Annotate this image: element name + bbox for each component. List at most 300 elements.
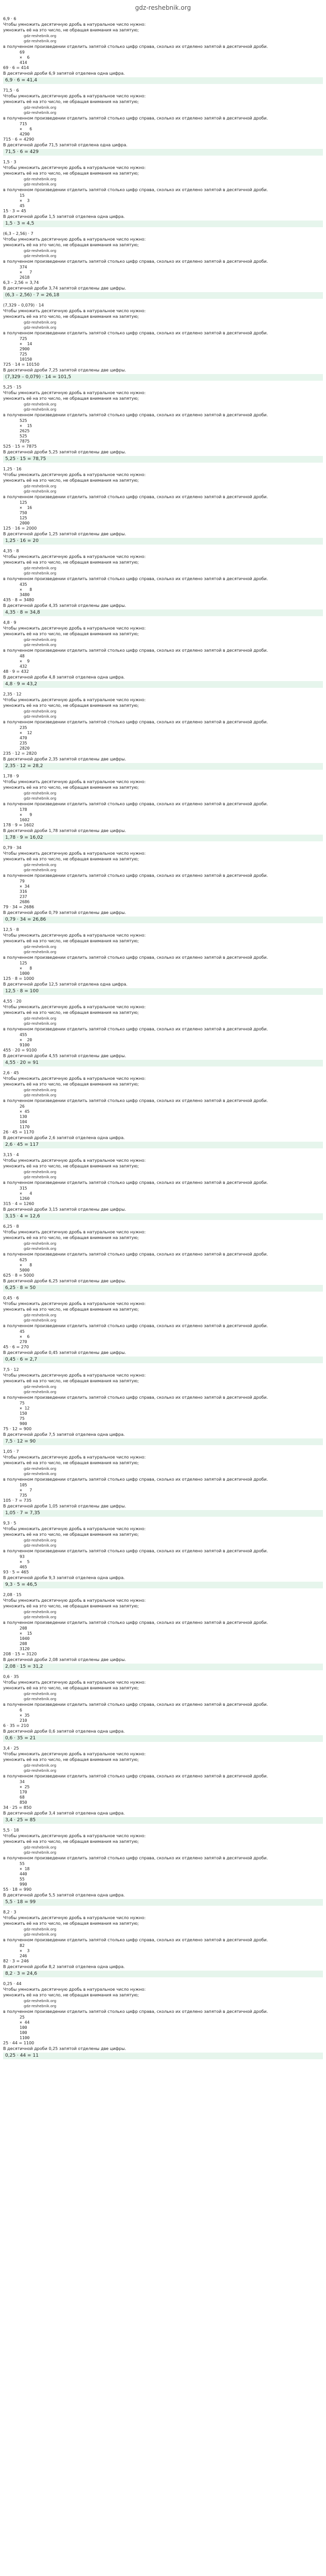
decimal-note: В десятичной дроби 2,6 запятой отделена одна цифра. bbox=[3, 1136, 125, 1140]
answer-line: 6,25 · 8 = 50 bbox=[3, 1285, 323, 1292]
decimal-note: В десятичной дроби 8,2 запятой отделена одна цифра. bbox=[3, 1964, 125, 1969]
intermediate-result: 105 · 7 = 735 bbox=[3, 1498, 32, 1503]
column-calc-line: 208 bbox=[20, 1641, 27, 1646]
rule-step-1: умножить её на это число, не обращая внимания на запятую; bbox=[3, 1379, 139, 1383]
watermark-row bbox=[3, 637, 323, 648]
column-calc-line: 25 bbox=[20, 2015, 25, 2020]
rule-step-1: умножить её на это число, не обращая внимания на запятую; bbox=[3, 1839, 139, 1844]
intermediate-result: 235 · 12 = 2820 bbox=[3, 751, 37, 756]
exercise-expression: 7,5 · 12 bbox=[3, 1367, 19, 1372]
column-calc-line: × 5 bbox=[20, 1560, 30, 1564]
watermark-text: gdz-reshebnik.org bbox=[24, 249, 57, 253]
intermediate-result: 315 · 4 = 1260 bbox=[3, 1201, 35, 1206]
solution-section bbox=[3, 1592, 323, 1670]
intermediate-result: 125 · 16 = 2000 bbox=[3, 526, 37, 531]
watermark-row bbox=[3, 1016, 323, 1026]
exercise-expression: 6,25 · 8 bbox=[3, 1224, 19, 1229]
column-calc-line: 525 bbox=[20, 418, 27, 423]
column-calc-line: 34 bbox=[20, 1780, 25, 1784]
rule-title: Чтобы умножить десятичную дробь в натуральное число нужно: bbox=[3, 1752, 146, 1756]
rule-step-2: в полученном произведении отделить запятой столько цифр справа, сколько их отделено запятой в десятичной дроби. bbox=[3, 873, 268, 878]
watermark-text: gdz-reshebnik.org bbox=[24, 791, 57, 795]
intermediate-result: 625 · 8 = 5000 bbox=[3, 1273, 35, 1278]
column-calc-line: × 35 bbox=[20, 1713, 30, 1718]
column-calc-line: 1100 bbox=[20, 2036, 30, 2040]
column-calc-line: 235 bbox=[20, 741, 27, 745]
watermark-row bbox=[3, 566, 323, 576]
answer-line: 1,05 · 7 = 7,35 bbox=[3, 1510, 323, 1517]
solution-section bbox=[3, 1224, 323, 1292]
solution-section bbox=[3, 1521, 323, 1588]
answer-line: 0,79 · 34 = 26,86 bbox=[3, 917, 323, 923]
watermark-text: gdz-reshebnik.org bbox=[24, 1472, 57, 1476]
column-calc-line: 125 bbox=[20, 500, 27, 505]
watermark-text: gdz-reshebnik.org bbox=[24, 484, 57, 488]
answer-line: 0,25 · 44 = 11 bbox=[3, 2053, 323, 2059]
rule-step-2: в полученном произведении отделить запятой столько цифр справа, сколько их отделено запятой в десятичной дроби. bbox=[3, 1856, 268, 1860]
answer-line: 71,5 · 6 = 429 bbox=[3, 149, 323, 156]
rule-step-1: умножить её на это число, не обращая внимания на запятую; bbox=[3, 1164, 139, 1168]
answer-line: 0,6 · 35 = 21 bbox=[3, 1735, 323, 1742]
column-calc-line: 69 bbox=[20, 50, 25, 55]
rule-step-1: умножить её на это число, не обращая внимания на запятую; bbox=[3, 478, 139, 483]
watermark-text: gdz-reshebnik.org bbox=[24, 950, 57, 954]
column-calc-line: 2820 bbox=[20, 746, 30, 751]
column-calc-line: × 15 bbox=[20, 423, 32, 428]
rule-title: Чтобы умножить десятичную дробь в натуральное число нужно: bbox=[3, 1373, 146, 1378]
column-calc-line: 2625 bbox=[20, 429, 30, 433]
watermark-text: gdz-reshebnik.org bbox=[24, 566, 57, 570]
rule-step-1: умножить её на это число, не обращая внимания на запятую; bbox=[3, 857, 139, 861]
exercise-expression: 5,5 · 18 bbox=[3, 1828, 19, 1833]
column-calc-line: 55 bbox=[20, 1877, 25, 1882]
watermark-text: gdz-reshebnik.org bbox=[24, 1313, 57, 1317]
decimal-note: В десятичной дроби 3,4 запятой отделена одна цифра. bbox=[3, 1811, 125, 1816]
intermediate-result: 55 · 18 = 990 bbox=[3, 1887, 32, 1892]
decimal-note: В десятичной дроби 4,35 запятой отделены две цифры. bbox=[3, 603, 126, 608]
watermark-text: gdz-reshebnik.org bbox=[24, 1093, 57, 1097]
exercise-expression: 1,78 · 9 bbox=[3, 774, 19, 778]
rule-title: Чтобы умножить десятичную дробь в натуральное число нужно: bbox=[3, 933, 146, 938]
rule-title: Чтобы умножить десятичную дробь в натуральное число нужно: bbox=[3, 1076, 146, 1081]
rule-step-1: умножить её на это число, не обращая внимания на запятую; bbox=[3, 314, 139, 319]
watermark-text: gdz-reshebnik.org bbox=[24, 408, 57, 412]
rule-step-2: в полученном произведении отделить запятой столько цифр справа, сколько их отделено запятой в десятичной дроби. bbox=[3, 259, 268, 264]
rule-title: Чтобы умножить десятичную дробь в натуральное число нужно: bbox=[3, 1230, 146, 1234]
answer-line: 4,8 · 9 = 43,2 bbox=[3, 681, 323, 688]
column-calc-line: × 18 bbox=[20, 1867, 30, 1871]
decimal-note: В десятичной дроби 0,25 запятой отделены две цифры. bbox=[3, 2046, 126, 2051]
column-calc-line: 525 bbox=[20, 434, 27, 438]
decimal-note: В десятичной дроби 0,6 запятой отделена одна цифра. bbox=[3, 1729, 125, 1734]
answer-line: (6,3 – 2,56) · 7 = 26,18 bbox=[3, 292, 323, 299]
column-calc-line: 5000 bbox=[20, 1268, 30, 1273]
column-calc-line: 440 bbox=[20, 1872, 27, 1876]
column-calc-line: 104 bbox=[20, 1120, 27, 1124]
column-calc-line: × 15 bbox=[20, 1631, 32, 1636]
column-calc-line: × 7 bbox=[20, 270, 32, 275]
watermark-text: gdz-reshebnik.org bbox=[24, 1764, 57, 1768]
rule-title: Чтобы умножить десятичную дробь в натуральное число нужно: bbox=[3, 1455, 146, 1460]
rule-step-2: в полученном произведении отделить запятой столько цифр справа, сколько их отделено запятой в десятичной дроби. bbox=[3, 1252, 268, 1257]
column-calc-line: × 34 bbox=[20, 884, 30, 889]
watermark-text: gdz-reshebnik.org bbox=[24, 177, 57, 181]
decimal-note: В десятичной дроби 12,5 запятой отделена одна цифра. bbox=[3, 982, 128, 987]
watermark-text: gdz-reshebnik.org bbox=[24, 945, 57, 949]
rule-step-1: умножить её на это число, не обращая внимания на запятую; bbox=[3, 1921, 139, 1926]
column-calc-line: × 8 bbox=[20, 966, 32, 971]
intermediate-result: 82 · 3 = 246 bbox=[3, 1959, 29, 1963]
column-calc-line: 45 bbox=[20, 1329, 25, 1334]
watermark-row bbox=[3, 1313, 323, 1323]
rule-title: Чтобы умножить десятичную дробь в натуральное число нужно: bbox=[3, 237, 146, 242]
watermark-text: gdz-reshebnik.org bbox=[24, 111, 57, 115]
rule-step-2: в полученном произведении отделить запятой столько цифр справа, сколько их отделено запятой в десятичной дроби. bbox=[3, 1098, 268, 1103]
intermediate-result: 45 · 6 = 270 bbox=[3, 1345, 29, 1349]
watermark-row bbox=[3, 248, 323, 259]
solution-section bbox=[3, 1449, 323, 1517]
column-calc-line: × 6 bbox=[20, 127, 32, 131]
column-calc-line: × 12 bbox=[20, 1406, 30, 1411]
intermediate-result: 715 · 6 = 4290 bbox=[3, 137, 35, 142]
solution-section bbox=[3, 999, 323, 1066]
rule-step-1: умножить её на это число, не обращая внимания на запятую; bbox=[3, 1993, 139, 1997]
watermark-text: gdz-reshebnik.org bbox=[24, 326, 57, 330]
intermediate-result: 48 · 9 = 432 bbox=[3, 669, 29, 674]
rule-step-2: в полученном произведении отделить запятой столько цифр справа, сколько их отделено запятой в десятичной дроби. bbox=[3, 188, 268, 192]
answer-line: 1,5 · 3 = 4,5 bbox=[3, 221, 323, 227]
watermark-text: gdz-reshebnik.org bbox=[24, 2004, 57, 2008]
rule-step-2: в полученном произведении отделить запятой столько цифр справа, сколько их отделено запятой в десятичной дроби. bbox=[3, 44, 268, 49]
rule-title: Чтобы умножить десятичную дробь в натуральное число нужно: bbox=[3, 1834, 146, 1838]
watermark-text: gdz-reshebnik.org bbox=[24, 868, 57, 872]
column-calc-line: × 9 bbox=[20, 812, 32, 817]
intermediate-result: 125 · 8 = 1000 bbox=[3, 976, 35, 981]
column-calc-line: × 4 bbox=[20, 1191, 32, 1196]
watermark-text: gdz-reshebnik.org bbox=[24, 1845, 57, 1850]
intermediate-result: 6,3 – 2,56 = 3,74 bbox=[3, 280, 39, 285]
watermark-text: gdz-reshebnik.org bbox=[24, 571, 57, 575]
column-calc-line: 208 bbox=[20, 1626, 27, 1631]
rule-step-1: умножить её на это число, не обращая внимания на запятую; bbox=[3, 1461, 139, 1465]
rule-step-2: в полученном произведении отделить запятой столько цифр справа, сколько их отделено запятой в десятичной дроби. bbox=[3, 720, 268, 724]
site-header[interactable]: gdz-reshebnik.org bbox=[135, 4, 191, 11]
solution-section bbox=[3, 1674, 323, 1742]
intermediate-result: 525 · 15 = 7875 bbox=[3, 444, 37, 449]
column-calc-line: 990 bbox=[20, 1882, 27, 1887]
column-calc-line: 178 bbox=[20, 807, 27, 812]
exercise-expression: 12,5 · 8 bbox=[3, 927, 19, 932]
rule-step-2: в полученном произведении отделить запятой столько цифр справа, сколько их отделено запятой в десятичной дроби. bbox=[3, 1324, 268, 1328]
column-calc-line: × 12 bbox=[20, 731, 32, 735]
watermark-row bbox=[3, 1763, 323, 1773]
column-calc-line: 150 bbox=[20, 1411, 27, 1416]
decimal-note: В десятичной дроби 1,25 запятой отделены две цифры. bbox=[3, 532, 126, 536]
solution-section bbox=[3, 88, 323, 156]
rule-step-1: умножить её на это число, не обращая внимания на запятую; bbox=[3, 1235, 139, 1240]
watermark-text: gdz-reshebnik.org bbox=[24, 1175, 57, 1179]
intermediate-result: 75 · 12 = 900 bbox=[3, 1427, 32, 1431]
solution-section bbox=[3, 549, 323, 616]
column-calc-line: 125 bbox=[20, 516, 27, 520]
column-calc-line: × 6 bbox=[20, 55, 30, 60]
column-calc-line: 850 bbox=[20, 1800, 27, 1805]
column-calc-line: 79 bbox=[20, 879, 25, 884]
watermark-row bbox=[3, 1384, 323, 1395]
rule-step-2: в полученном произведении отделить запятой столько цифр справа, сколько их отделено запятой в десятичной дроби. bbox=[3, 1938, 268, 1942]
column-calc-line: 625 bbox=[20, 1258, 27, 1262]
column-calc-line: 15 bbox=[20, 193, 25, 198]
solution-section bbox=[3, 845, 323, 923]
exercise-expression: 5,25 · 15 bbox=[3, 385, 22, 389]
column-calc-line: 470 bbox=[20, 736, 27, 740]
exercise-expression: 3,4 · 25 bbox=[3, 1746, 19, 1751]
column-calc-line: 1040 bbox=[20, 1636, 30, 1641]
answer-line: 2,08 · 15 = 31,2 bbox=[3, 1664, 323, 1670]
watermark-text: gdz-reshebnik.org bbox=[24, 320, 57, 325]
decimal-note: В десятичной дроби 2,08 запятой отделены две цифры. bbox=[3, 1657, 126, 1662]
watermark-text: gdz-reshebnik.org bbox=[24, 1467, 57, 1471]
exercise-expression: 71,5 · 6 bbox=[3, 88, 19, 93]
column-calc-line: × 3 bbox=[20, 1948, 30, 1953]
watermark-text: gdz-reshebnik.org bbox=[24, 1538, 57, 1543]
watermark-row bbox=[3, 791, 323, 801]
column-calc-line: 48 bbox=[20, 654, 25, 658]
rule-step-1: умножить её на это число, не обращая внимания на запятую; bbox=[3, 28, 139, 32]
watermark-text: gdz-reshebnik.org bbox=[24, 1385, 57, 1389]
solution-section bbox=[3, 927, 323, 995]
answer-line: 2,35 · 12 = 28,2 bbox=[3, 763, 323, 770]
rule-step-2: в полученном произведении отделить запятой столько цифр справа, сколько их отделено запятой в десятичной дроби. bbox=[3, 1477, 268, 1482]
watermark-text: gdz-reshebnik.org bbox=[24, 1022, 57, 1026]
answer-line: 9,3 · 5 = 46,5 bbox=[3, 1582, 323, 1588]
decimal-note: В десятичной дроби 0,79 запятой отделены две цифры. bbox=[3, 910, 126, 915]
answer-line: 7,5 · 12 = 90 bbox=[3, 1438, 323, 1445]
column-calc-line: 210 bbox=[20, 1718, 27, 1723]
decimal-note: В десятичной дроби 0,45 запятой отделены две цифры. bbox=[3, 1350, 126, 1355]
column-calc-line: 2000 bbox=[20, 521, 30, 526]
watermark-row bbox=[3, 862, 323, 873]
intermediate-result: 455 · 20 = 9100 bbox=[3, 1048, 37, 1053]
watermark-text: gdz-reshebnik.org bbox=[24, 863, 57, 867]
watermark-text: gdz-reshebnik.org bbox=[24, 34, 57, 38]
column-calc-line: 170 bbox=[20, 1790, 27, 1794]
exercise-expression: 9,3 · 5 bbox=[3, 1521, 17, 1526]
intermediate-result: 26 · 45 = 1170 bbox=[3, 1130, 35, 1134]
rule-title: Чтобы умножить десятичную дробь в натуральное число нужно: bbox=[3, 554, 146, 559]
watermark-text: gdz-reshebnik.org bbox=[24, 254, 57, 258]
solution-section bbox=[3, 1367, 323, 1445]
rule-step-2: в полученном произведении отделить запятой столько цифр справа, сколько их отделено запятой в десятичной дроби. bbox=[3, 495, 268, 499]
watermark-row bbox=[3, 105, 323, 115]
column-calc-line: 237 bbox=[20, 894, 27, 899]
column-calc-line: 9100 bbox=[20, 1043, 30, 1047]
column-calc-line: 130 bbox=[20, 1114, 27, 1119]
answer-line: 6,9 · 6 = 41,4 bbox=[3, 77, 323, 84]
column-calc-line: × 9 bbox=[20, 659, 30, 664]
column-calc-line: 100 bbox=[20, 2025, 27, 2030]
column-calc-line: 10150 bbox=[20, 357, 32, 362]
rule-step-2: в полученном произведении отделить запятой столько цифр справа, сколько их отделено запятой в десятичной дроби. bbox=[3, 1549, 268, 1553]
column-calc-line: × 16 bbox=[20, 505, 32, 510]
column-calc-line: 82 bbox=[20, 1943, 25, 1948]
watermark-row bbox=[3, 33, 323, 44]
decimal-note: В десятичной дроби 5,25 запятой отделены две цифры. bbox=[3, 450, 126, 454]
column-calc-line: 1000 bbox=[20, 971, 30, 976]
watermark-row bbox=[3, 1538, 323, 1548]
rule-step-1: умножить её на это число, не обращая внимания на запятую; bbox=[3, 1604, 139, 1608]
rule-title: Чтобы умножить десятичную дробь в натуральное число нужно: bbox=[3, 1916, 146, 1920]
rule-step-2: в полученном произведении отделить запятой столько цифр справа, сколько их отделено запятой в десятичной дроби. bbox=[3, 1702, 268, 1707]
rule-title: Чтобы умножить десятичную дробь в натуральное число нужно: bbox=[3, 779, 146, 784]
column-calc-line: 68 bbox=[20, 1795, 25, 1800]
exercise-expression: 3,15 · 4 bbox=[3, 1153, 19, 1157]
column-calc-line: 125 bbox=[20, 961, 27, 965]
watermark-row bbox=[3, 1691, 323, 1702]
column-calc-line: 7875 bbox=[20, 439, 30, 444]
watermark-text: gdz-reshebnik.org bbox=[24, 643, 57, 647]
watermark-text: gdz-reshebnik.org bbox=[24, 1697, 57, 1701]
column-calc-line: 465 bbox=[20, 1565, 27, 1569]
watermark-row bbox=[3, 1927, 323, 1937]
column-calc-line: 4290 bbox=[20, 132, 30, 137]
column-calc-line: 715 bbox=[20, 122, 27, 126]
intermediate-result: 6 · 35 = 210 bbox=[3, 1723, 29, 1728]
column-calc-line: 2900 bbox=[20, 347, 30, 351]
column-calc-line: 246 bbox=[20, 1954, 27, 1958]
exercise-expression: 4,8 · 9 bbox=[3, 620, 17, 625]
column-calc-line: 100 bbox=[20, 2030, 27, 2035]
column-calc-line: × 14 bbox=[20, 342, 32, 346]
watermark-row bbox=[3, 709, 323, 719]
decimal-note: В десятичной дроби 6,25 запятой отделены две цифры. bbox=[3, 1279, 126, 1283]
exercise-expression: (7,329 – 0,079) · 14 bbox=[3, 303, 44, 308]
answer-line: 4,35 · 8 = 34,8 bbox=[3, 609, 323, 616]
rule-step-1: умножить её на это число, не обращая внимания на запятую; bbox=[3, 99, 139, 104]
column-calc-line: 270 bbox=[20, 1340, 27, 1344]
watermark-row bbox=[3, 402, 323, 412]
rule-step-2: в полученном произведении отделить запятой столько цифр справа, сколько их отделено запятой в десятичной дроби. bbox=[3, 802, 268, 806]
watermark-text: gdz-reshebnik.org bbox=[24, 796, 57, 801]
column-calc-line: × 7 bbox=[20, 1488, 32, 1493]
intermediate-result: 725 · 14 = 10150 bbox=[3, 362, 40, 367]
exercise-expression: 1,5 · 3 bbox=[3, 160, 17, 164]
watermark-row bbox=[3, 1170, 323, 1180]
rule-step-1: умножить её на это число, не обращая внимания на запятую; bbox=[3, 1082, 139, 1087]
watermark-text: gdz-reshebnik.org bbox=[24, 402, 57, 406]
rule-step-2: в полученном произведении отделить запятой столько цифр справа, сколько их отделено запятой в десятичной дроби. bbox=[3, 413, 268, 417]
column-calc-line: 374 bbox=[20, 265, 27, 269]
intermediate-result: 435 · 8 = 3480 bbox=[3, 598, 35, 602]
exercise-expression: 6,9 · 6 bbox=[3, 16, 17, 21]
column-calc-line: 6 bbox=[20, 1708, 22, 1713]
watermark-text: gdz-reshebnik.org bbox=[24, 1927, 57, 1931]
solution-section bbox=[3, 303, 323, 381]
rule-title: Чтобы умножить десятичную дробь в натуральное число нужно: bbox=[3, 309, 146, 313]
rule-step-2: в полученном произведении отделить запятой столько цифр справа, сколько их отделено запятой в десятичной дроби. bbox=[3, 648, 268, 653]
decimal-note: В десятичной дроби 7,25 запятой отделены две цифры. bbox=[3, 368, 126, 372]
solution-section bbox=[3, 1746, 323, 1824]
decimal-note: В десятичной дроби 5,5 запятой отделена одна цифра. bbox=[3, 1893, 125, 1897]
watermark-text: gdz-reshebnik.org bbox=[24, 1390, 57, 1394]
watermark-row bbox=[3, 1088, 323, 1098]
rule-title: Чтобы умножить десятичную дробь в натуральное число нужно: bbox=[3, 1158, 146, 1163]
rule-title: Чтобы умножить десятичную дробь в натуральное число нужно: bbox=[3, 1301, 146, 1306]
decimal-note: В десятичной дроби 6,9 запятой отделена одна цифра. bbox=[3, 71, 125, 76]
answer-line: 2,6 · 45 = 117 bbox=[3, 1142, 323, 1148]
column-calc-line: 45 bbox=[20, 204, 25, 208]
column-calc-line: 725 bbox=[20, 336, 27, 341]
exercise-expression: 0,45 · 6 bbox=[3, 1296, 19, 1300]
solution-section bbox=[3, 1981, 323, 2059]
exercise-expression: (6,3 – 2,56) · 7 bbox=[3, 231, 34, 236]
watermark-text: gdz-reshebnik.org bbox=[24, 1170, 57, 1174]
answer-line: 3,15 · 4 = 12,6 bbox=[3, 1213, 323, 1220]
watermark-row bbox=[3, 484, 323, 494]
rule-step-2: в полученном произведении отделить запятой столько цифр справа, сколько их отделено запятой в десятичной дроби. bbox=[3, 1027, 268, 1031]
watermark-text: gdz-reshebnik.org bbox=[24, 1851, 57, 1855]
column-calc-line: 75 bbox=[20, 1401, 25, 1405]
column-calc-line: × 45 bbox=[20, 1109, 30, 1114]
rule-title: Чтобы умножить десятичную дробь в натуральное число нужно: bbox=[3, 391, 146, 395]
watermark-text: gdz-reshebnik.org bbox=[24, 638, 57, 642]
answer-line: (7,329 – 0,079) · 14 = 101,5 bbox=[3, 374, 323, 381]
column-calc-line: × 3 bbox=[20, 198, 30, 203]
solution-section bbox=[3, 1153, 323, 1220]
column-calc-line: 1170 bbox=[20, 1125, 30, 1129]
column-calc-line: 55 bbox=[20, 1861, 25, 1866]
watermark-text: gdz-reshebnik.org bbox=[24, 1615, 57, 1619]
watermark-text: gdz-reshebnik.org bbox=[24, 1610, 57, 1614]
rule-step-1: умножить её на это число, не обращая внимания на запятую; bbox=[3, 1686, 139, 1690]
watermark-text: gdz-reshebnik.org bbox=[24, 1088, 57, 1092]
exercise-expression: 8,2 · 3 bbox=[3, 1910, 17, 1914]
rule-step-1: умножить её на это число, не обращая внимания на запятую; bbox=[3, 785, 139, 790]
answer-line: 5,5 · 18 = 99 bbox=[3, 1899, 323, 1906]
answer-line: 4,55 · 20 = 91 bbox=[3, 1060, 323, 1066]
rule-step-2: в полученном произведении отделить запятой столько цифр справа, сколько их отделено запятой в десятичной дроби. bbox=[3, 116, 268, 121]
answer-line: 1,78 · 9 = 16,02 bbox=[3, 835, 323, 841]
exercise-expression: 4,35 · 8 bbox=[3, 549, 19, 553]
rule-step-2: в полученном произведении отделить запятой столько цифр справа, сколько их отделено запятой в десятичной дроби. bbox=[3, 331, 268, 335]
rule-step-2: в полученном произведении отделить запятой столько цифр справа, сколько их отделено запятой в десятичной дроби. bbox=[3, 1180, 268, 1185]
column-calc-line: 315 bbox=[20, 1186, 27, 1191]
rule-step-2: в полученном произведении отделить запятой столько цифр справа, сколько их отделено запятой в десятичной дроби. bbox=[3, 1620, 268, 1625]
watermark-text: gdz-reshebnik.org bbox=[24, 1016, 57, 1021]
solution-section bbox=[3, 160, 323, 227]
solution-section bbox=[3, 1071, 323, 1148]
column-calc-line: 435 bbox=[20, 582, 27, 587]
decimal-note: В десятичной дроби 3,15 запятой отделены две цифры. bbox=[3, 1207, 126, 1212]
rule-title: Чтобы умножить десятичную дробь в натуральное число нужно: bbox=[3, 1598, 146, 1603]
exercise-expression: 0,25 · 44 bbox=[3, 1981, 22, 1986]
column-calc-line: 455 bbox=[20, 1032, 27, 1037]
decimal-note: В десятичной дроби 7,5 запятой отделена одна цифра. bbox=[3, 1432, 125, 1437]
decimal-note: В десятичной дроби 4,55 запятой отделены две цифры. bbox=[3, 1054, 126, 1058]
rule-title: Чтобы умножить десятичную дробь в натуральное число нужно: bbox=[3, 94, 146, 98]
column-calc-line: 414 bbox=[20, 60, 27, 65]
column-calc-line: 1602 bbox=[20, 818, 30, 822]
rule-step-1: умножить её на это число, не обращая внимания на запятую; bbox=[3, 703, 139, 708]
watermark-text: gdz-reshebnik.org bbox=[24, 1544, 57, 1548]
decimal-note: В десятичной дроби 4,8 запятой отделена одна цифра. bbox=[3, 675, 125, 680]
rule-step-2: в полученном произведении отделить запятой столько цифр справа, сколько их отделено запятой в десятичной дроби. bbox=[3, 955, 268, 960]
column-calc-line: × 8 bbox=[20, 587, 32, 592]
watermark-text: gdz-reshebnik.org bbox=[24, 1769, 57, 1773]
watermark-row bbox=[3, 1998, 323, 2009]
column-calc-line: × 6 bbox=[20, 1334, 30, 1339]
watermark-row bbox=[3, 1609, 323, 1620]
